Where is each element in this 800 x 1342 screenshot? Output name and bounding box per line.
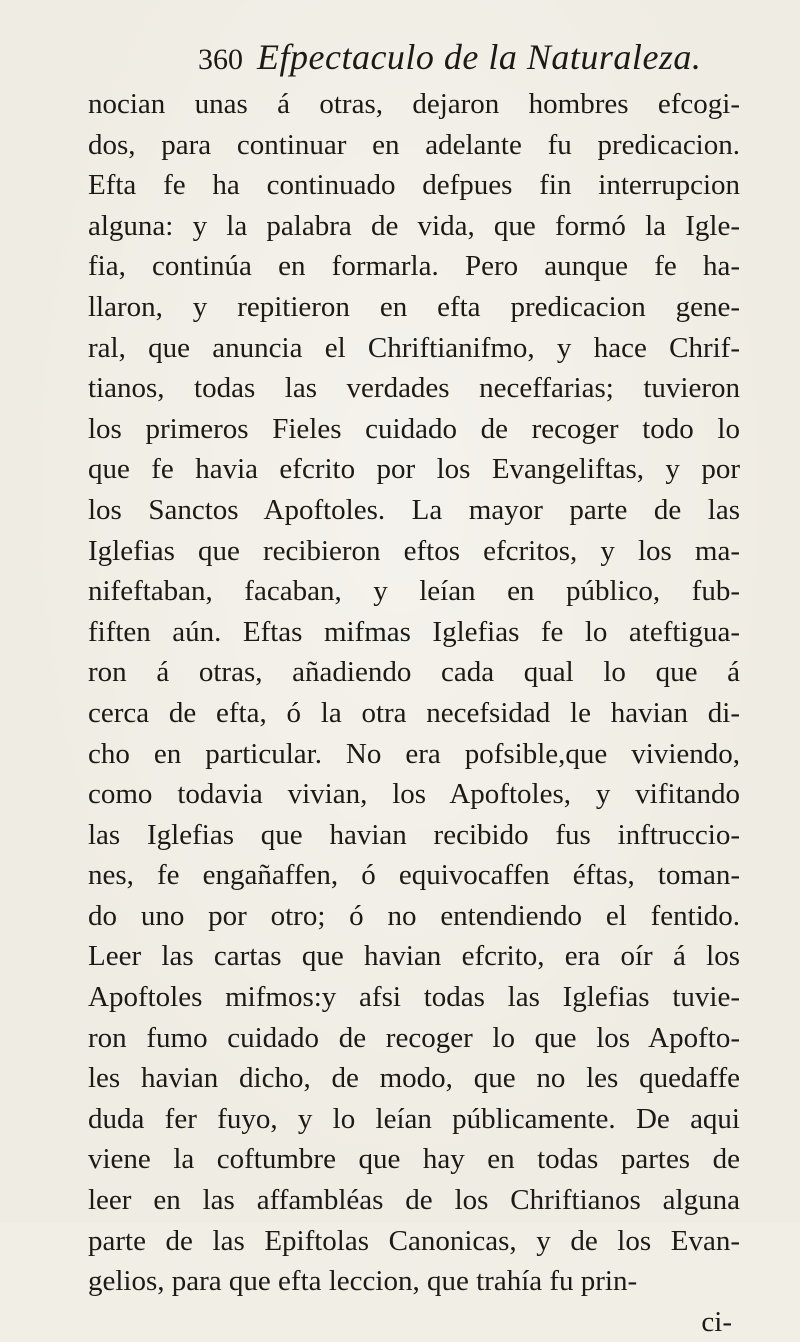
body-text <box>88 84 740 1342</box>
text-line: nocian unas á otras, dejaron hombres efcogi- <box>88 88 740 120</box>
text-line: los primeros Fieles cuidado de recoger todo lo <box>88 412 740 445</box>
catchword: ci- <box>701 1305 732 1338</box>
text-line: ron á otras, añadiendo cada qual lo que á <box>88 656 740 689</box>
text-line: parte de las Epiftolas Canonicas, y de los Evan- <box>88 1224 740 1257</box>
text-line: do uno por otro; ó no entendiendo el fentido. <box>88 899 740 932</box>
text-line: les havian dicho, de modo, que no les quedaffe <box>88 1062 740 1095</box>
text-line: Apoftoles mifmos:y afsi todas las Iglefias tuvie- <box>88 981 740 1014</box>
text-line: dos, para continuar en adelante fu predicacion. <box>88 128 740 161</box>
text-line: duda fer fuyo, y lo leían públicamente. De aqui <box>88 1102 740 1135</box>
text-line: leer en las affambléas de los Chriftianos alguna <box>88 1184 740 1217</box>
text-line: como todavia vivian, los Apoftoles, y vifitando <box>88 778 740 811</box>
text-line: nifeftaban, facaban, y leían en público, fub- <box>88 575 740 608</box>
text-line: ral, que anuncia el Chriftianifmo, y hace Chrif- <box>88 331 740 364</box>
text-line: Leer las cartas que havian efcrito, era oír á los <box>88 940 740 973</box>
text-line: las Iglefias que havian recibido fus inftruccio- <box>88 818 740 851</box>
text-line: los Sanctos Apoftoles. La mayor parte de las <box>88 493 740 526</box>
text-line: Iglefias que recibieron eftos efcritos, y los ma- <box>88 534 740 567</box>
text-line: gelios, para que efta leccion, que trahía fu prin- <box>88 1265 638 1298</box>
text-line: fia, continúa en formarla. Pero aunque fe ha- <box>88 250 740 283</box>
text-line: Efta fe ha continuado defpues fin interrupcion <box>88 169 740 202</box>
text-line: viene la coftumbre que hay en todas partes de <box>88 1143 740 1176</box>
text-line: cerca de efta, ó la otra necefsidad le havian di- <box>88 696 740 729</box>
text-line: cho en particular. No era pofsible,que viviendo, <box>88 737 740 770</box>
text-line: nes, fe engañaffen, ó equivocaffen éftas, toman- <box>88 859 740 892</box>
running-title: Efpectaculo de la Naturaleza. <box>257 37 702 77</box>
page-number: 360 <box>198 43 243 76</box>
text-line: alguna: y la palabra de vida, que formó la Igle- <box>88 209 740 242</box>
running-head <box>198 36 740 80</box>
text-line: llaron, y repitieron en efta predicacion gene- <box>88 290 740 323</box>
text-line: que fe havia efcrito por los Evangeliftas, y por <box>88 453 740 486</box>
text-line: fiften aún. Eftas mifmas Iglefias fe lo ateftigua- <box>88 615 740 648</box>
text-line: ron fumo cuidado de recoger lo que los Apofto- <box>88 1021 740 1054</box>
text-line: tianos, todas las verdades neceffarias; tuvieron <box>88 372 740 405</box>
